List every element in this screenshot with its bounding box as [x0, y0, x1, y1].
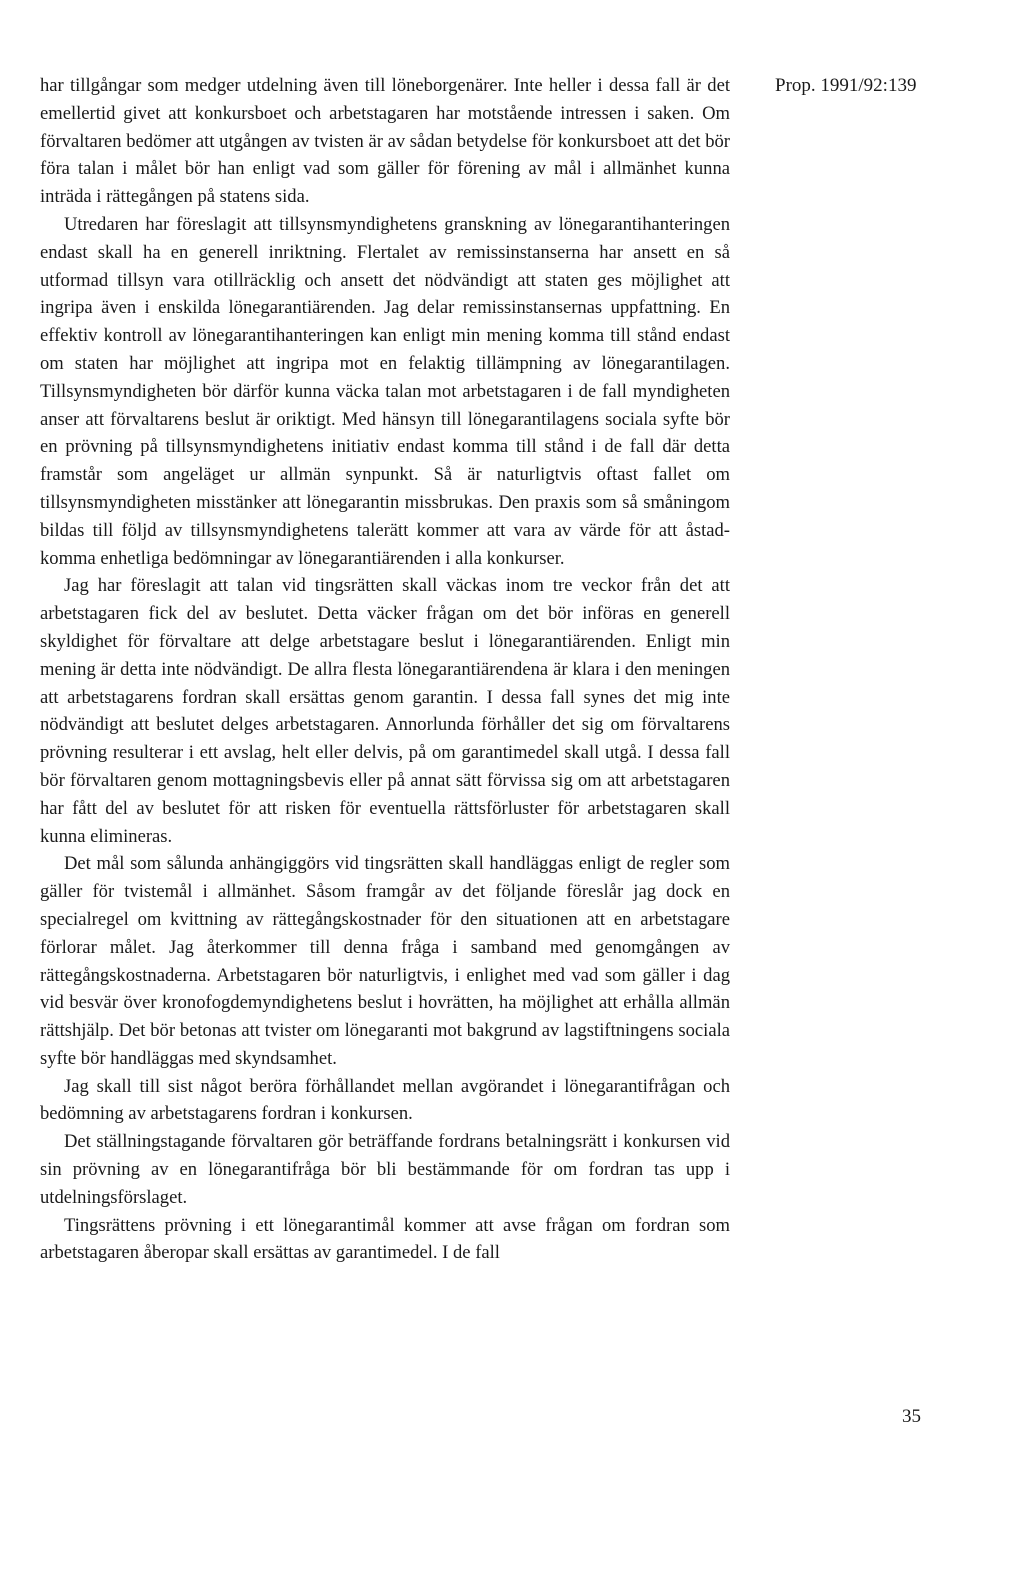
paragraph-6: Det ställningstagande förvaltaren gör beträffande fordrans betalningsrätt i konkursen vid sin prövning av en lönegarantifråga bör bli bestämmande för om fordran tas upp i utdelningsförslaget. — [40, 1131, 730, 1208]
paragraph-5: Jag skall till sist något beröra förhållandet mellan avgörandet i lönegarantifrågan och bedömning av arbetstagarens fordran i konkursen. — [40, 1075, 730, 1125]
paragraph-7: Tingsrättens prövning i ett lönegarantimål kommer att avse frågan om fordran som arbetstagaren åberopar skall ersättas av garantimedel. I de fall — [40, 1214, 730, 1264]
document-reference: Prop. 1991/92:139 — [775, 75, 917, 96]
paragraph-4: Det mål som sålunda anhängiggörs vid tingsrätten skall handläggas enligt de regler som gäller för tvistemål i allmänhet. Såsom framgår av det följande föreslår jag dock en specialregel om kvittning av rättegångskostnader för den situationen att en arbetstagare förlorar målet. Jag återkommer till denna fråga i samband med genomgången av rättegångskostnaderna. Arbetstagaren bör naturligtvis, i enlighet med vad som gäller i dag vid besvär över kronofogdemyndighetens beslut i hovrätten, ha möjlighet att erhålla allmän rättshjälp. Det bör betonas att tvister om lönegaranti mot bakgrund av lagstiftningens sociala syfte bör handläggas med skyndsamhet. — [40, 853, 730, 1069]
body-text — [40, 72, 730, 1267]
page-number: 35 — [902, 1406, 921, 1427]
paragraph-1: har tillgångar som medger utdelning även till löneborgenärer. Inte heller i dessa fall är det emellertid givet att konkursboet och arbetstagaren har motstående intressen i saken. Om förvaltaren bedömer att utgången av tvisten är av sådan betydelse för konkursboet att det bör föra talan i målet bör han enligt vad som gäller för förening av mål i allmänhet kunna inträda i rättegången på statens sida. — [40, 75, 730, 208]
paragraph-3: Jag har föreslagit att talan vid tingsrätten skall väckas inom tre veckor från det att arbetstagaren fick del av beslutet. Detta väcker frågan om det bör införas en generell skyldighet för förvaltare att delge arbetstagare beslut i lönegarantiärenden. Enligt min mening är detta inte nödvändigt. De allra flesta lönegarantiärendena är klara i den meningen att arbetstagarens fordran skall ersättas genom garantin. I dessa fall synes det mig inte nödvändigt att beslutet delges arbetstagaren. Annorlunda förhåller det sig om förvaltarens prövning resulterar i ett avslag, helt eller delvis, på om garantimedel skall utgå. I dessa fall bör förvaltaren genom mottagningsbevis eller på annat sätt förvissa sig om att arbetstagaren har fått del av beslutet för att risken för eventuella rättsförluster för arbetstagaren skall kunna elimineras. — [40, 575, 730, 847]
paragraph-2: Utredaren har föreslagit att tillsynsmyndighetens granskning av lönegarantihanteringen endast skall ha en generell inriktning. Flertalet av remissinstanserna har ansett en så utformad tillsyn vara otillräcklig och ansett det nödvändigt att staten ges möjlighet att ingripa även i enskilda lönegarantiärenden. Jag delar remissinstansernas uppfattning. En effektiv kontroll av lönegarantihanteringen kan enligt min mening komma till stånd endast om staten har möjlighet att ingripa mot en felaktig tillämpning av lönegarantilagen. Tillsynsmyndigheten bör därför kunna väcka talan mot arbetstagaren i de fall myndigheten anser att förvaltarens beslut är oriktigt. Med hänsyn till lönegarantilagens sociala syfte bör en prövning på tillsynsmyndighetens initiativ endast komma till stånd i de fall där detta framstår som angeläget ur allmän synpunkt. Så är naturligtvis oftast fallet om tillsynsmyndigheten misstänker att lönegarantin missbrukas. Den praxis som så småningom bildas till följd av tillsynsmyndighetens talerätt kommer att vara av värde för att åstadkomma enhetliga bedömningar av lönegarantiärenden i alla konkurser. — [40, 213, 730, 569]
